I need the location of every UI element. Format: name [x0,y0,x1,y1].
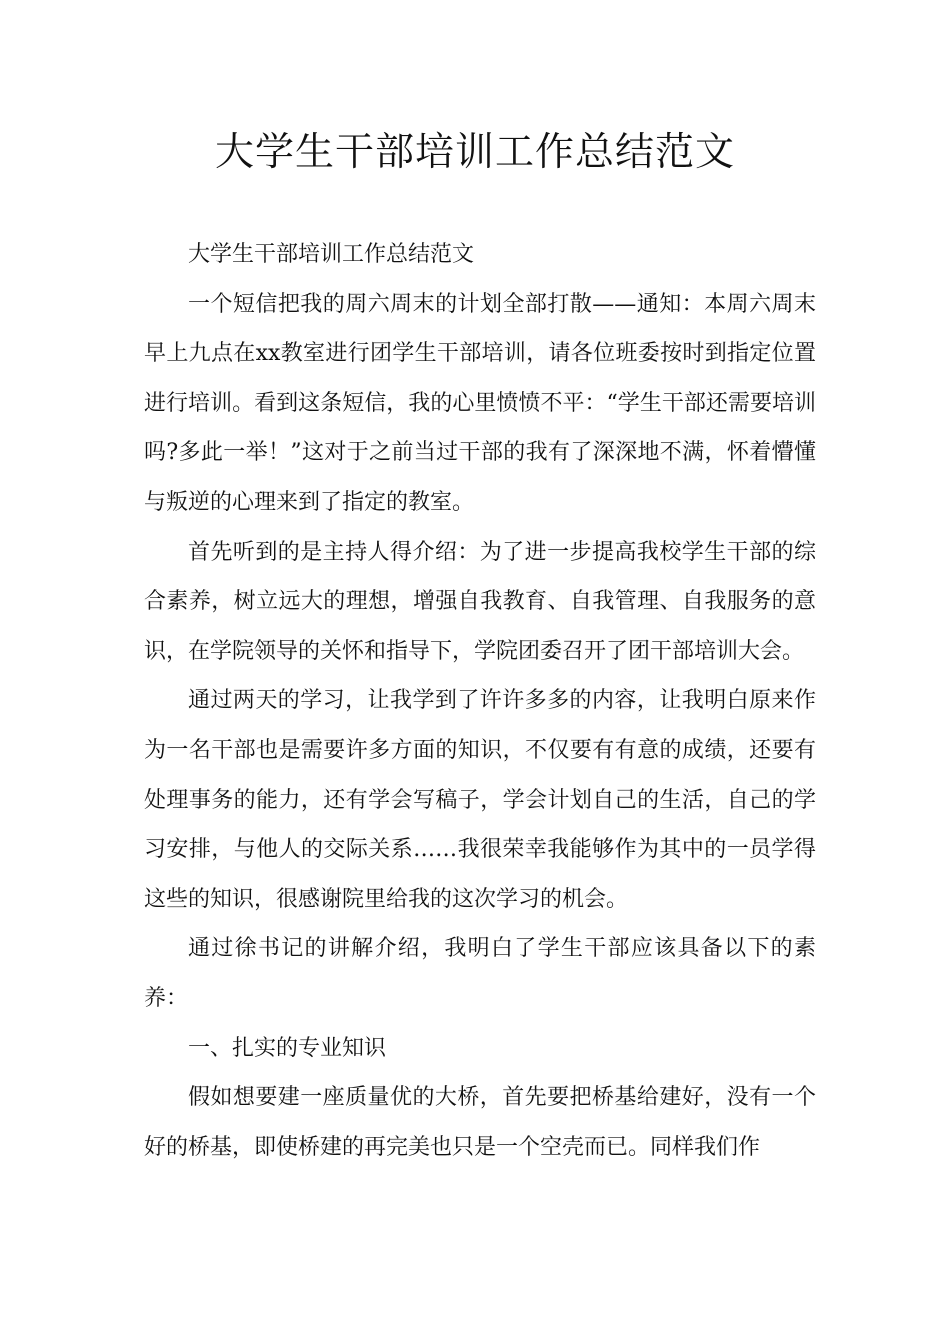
paragraph-subtitle: 大学生干部培训工作总结范文 [188,242,475,267]
document-body [144,230,816,1172]
paragraph-bridge: 假如想要建一座质量优的大桥，首先要把桥基给建好，没有一个好的桥基，即使桥建的再完美也只是一个空壳而已。同样我们作 [144,1085,816,1160]
paragraph-learning: 通过两天的学习，让我学到了许许多多的内容，让我明白原来作为一名干部也是需要许多方面的知识，不仅要有有意的成绩，还要有处理事务的能力，还有学会写稿子，学会计划自己的生活，自己的学习安排，与他人的交际关系……我很荣幸我能够作为其中的一员学得这些的知识，很感谢院里给我的这次学习的机会。 [144,688,816,912]
paragraph-qualities: 通过徐书记的讲解介绍，我明白了学生干部应该具备以下的素养： [144,936,816,1011]
document-title: 大学生干部培训工作总结范文 [214,130,735,175]
section-heading-knowledge: 一、扎实的专业知识 [188,1035,387,1061]
paragraph-notice: 一个短信把我的周六周末的计划全部打散——通知：本周六周末早上九点在xx教室进行团学生干部培训，请各位班委按时到指定位置进行培训。看到这条短信，我的心里愤愤不平：“学生干部还需要培训吗?多此一举！”这对于之前当过干部的我有了深深地不满，怀着懵懂与叛逆的心理来到了指定的教室。 [144,291,816,515]
paragraph-host-intro: 首先听到的是主持人得介绍：为了进一步提高我校学生干部的综合素养，树立远大的理想，增强自我教育、自我管理、自我服务的意识，在学院领导的关怀和指导下，学院团委召开了团干部培训大会。 [144,539,816,664]
